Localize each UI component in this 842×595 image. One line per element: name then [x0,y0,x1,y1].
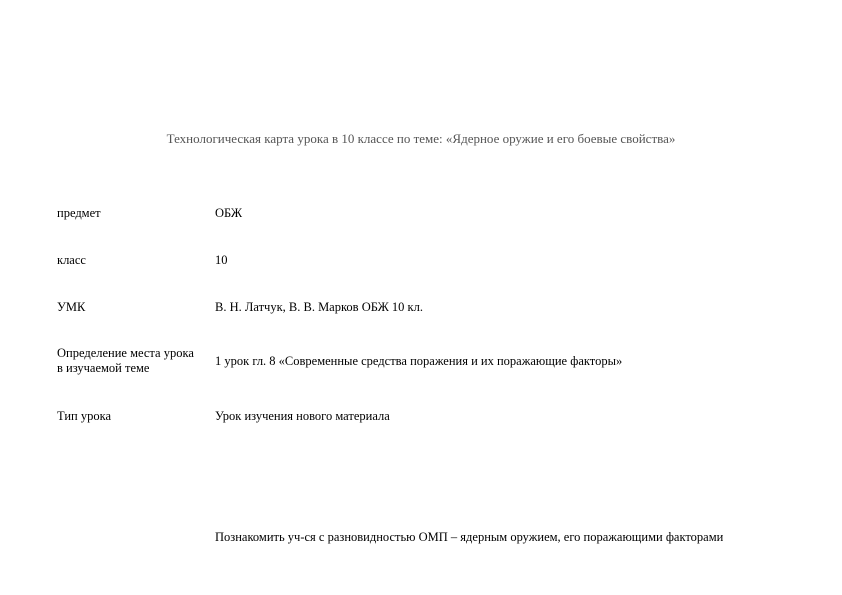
row-label: предмет [57,206,101,220]
row-label-line: Определение места урока [57,346,194,360]
document-title: Технологическая карта урока в 10 классе по теме: «Ядерное оружие и его боевые свойства» [166,131,676,146]
row-value: 1 урок гл. 8 «Современные средства поражения и их поражающие факторы» [215,354,623,368]
row-label: класс [57,253,86,267]
row-value: 10 [215,253,228,267]
row-value: В. Н. Латчук, В. В. Марков ОБЖ 10 кл. [215,300,423,314]
row-label: УМК [57,300,86,314]
lesson-goal: Познакомить уч-ся с разновидностью ОМП – ядерным оружием, его поражающими факторами [215,530,724,544]
row-value: ОБЖ [215,206,243,220]
row-value: Урок изучения нового материала [215,409,390,423]
row-label [57,346,217,376]
row-label-line: в изучаемой теме [57,361,150,375]
row-label: Тип урока [57,409,112,423]
